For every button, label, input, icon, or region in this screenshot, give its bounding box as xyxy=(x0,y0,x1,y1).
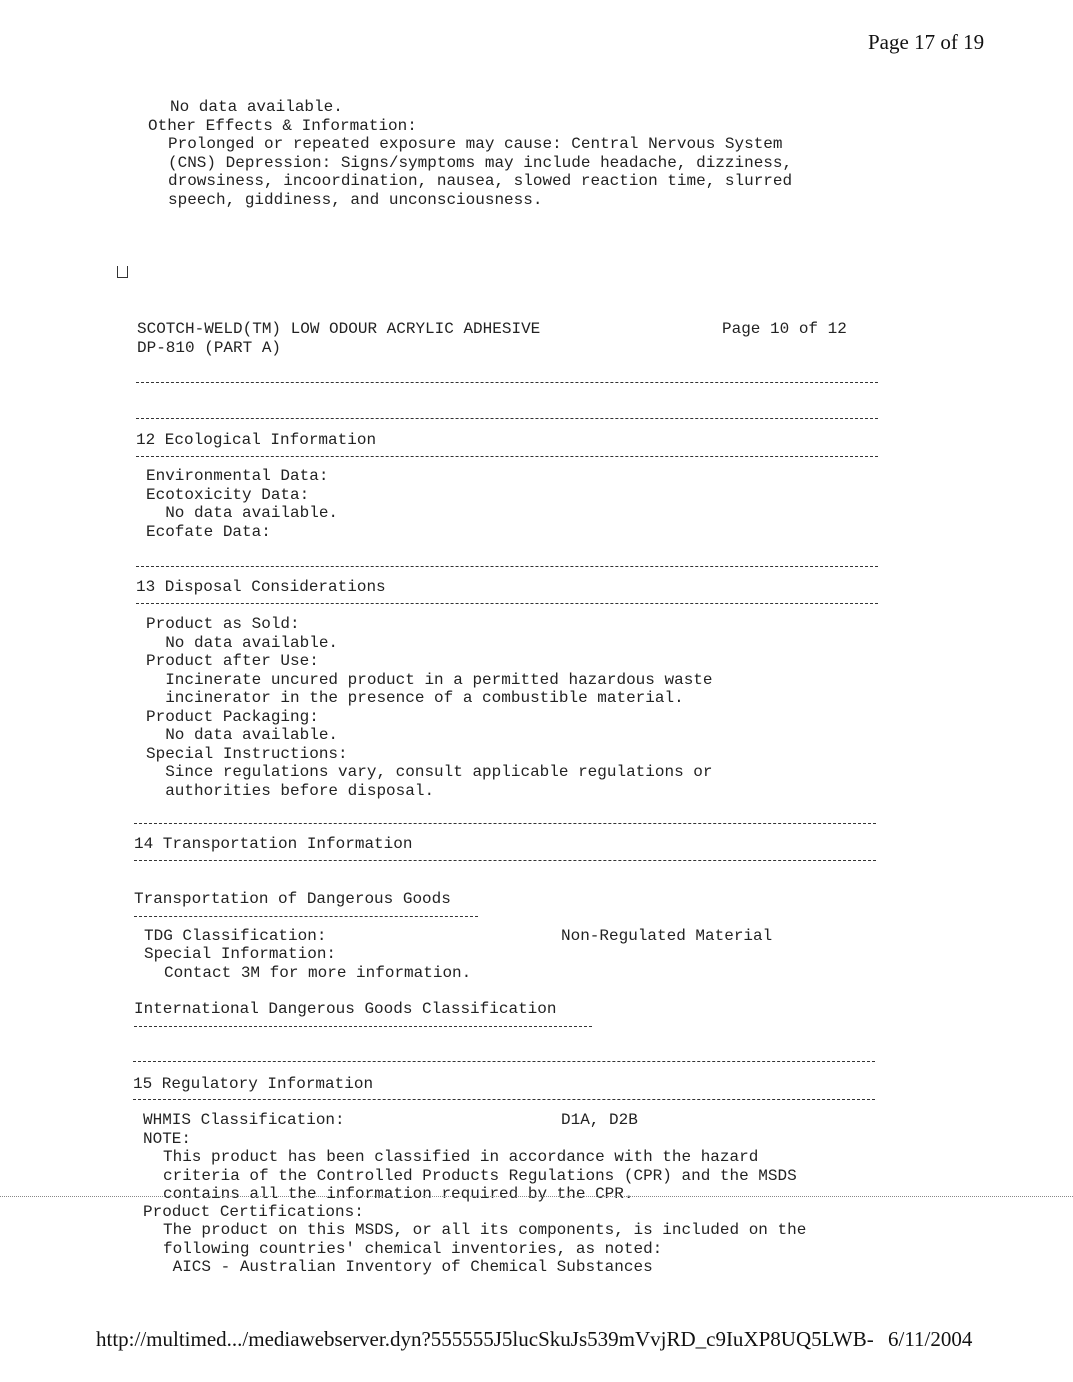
section-15-title: 15 Regulatory Information xyxy=(133,1075,374,1093)
no-data-text: No data available. xyxy=(170,98,343,116)
section-13-body: Product as Sold: No data available. Product after Use: Incinerate uncured product in a permitted hazardous waste incinerator in the presence of a combustible material. Product Packaging: No data available. Special Instructions: Since regulations vary, consult applicable regulations or authorities before disposal. xyxy=(146,615,713,800)
footer-date: 6/11/2004 xyxy=(888,1327,973,1351)
section-12-body: Environmental Data: Ecotoxicity Data: No data available. Ecofate Data: xyxy=(146,467,339,541)
footer-url: http://multimed.../mediawebserver.dyn?555555J5lucSkuJs539mVvjRD_c9IuXP8UQ5LWB- xyxy=(96,1327,874,1351)
special-info-label: Special Information: xyxy=(144,945,337,963)
product-part: DP-810 (PART A) xyxy=(137,339,282,357)
certifications-label: Product Certifications: xyxy=(143,1203,364,1221)
section-12-title: 12 Ecological Information xyxy=(136,431,377,449)
whmis-value: D1A, D2B xyxy=(561,1111,638,1129)
page-number: Page 17 of 19 xyxy=(868,30,985,54)
scan-fold-line xyxy=(0,1196,1073,1197)
checkbox-mark xyxy=(117,266,128,278)
special-info-text: Contact 3M for more information. xyxy=(164,964,472,982)
whmis-label: WHMIS Classification: xyxy=(143,1111,345,1129)
heading-underline xyxy=(134,1026,592,1027)
note-label: NOTE: xyxy=(143,1130,192,1148)
note-text: This product has been classified in accordance with the hazard criteria of the Controlled Products Regulations (CPR) and the MSDS contains all the information required by the CPR. xyxy=(163,1148,797,1203)
certifications-text: The product on this MSDS, or all its components, is included on the following countries' chemical inventories, as noted: AICS - Australian Inventory of Chemical Substances xyxy=(163,1221,807,1276)
section-14-title: 14 Transportation Information xyxy=(134,835,413,853)
divider xyxy=(134,860,876,861)
inner-page-ref: Page 10 of 12 xyxy=(722,320,847,338)
heading-underline xyxy=(134,916,478,917)
tdg-label: TDG Classification: xyxy=(144,927,327,945)
divider xyxy=(136,456,878,457)
section-13-title: 13 Disposal Considerations xyxy=(136,578,386,596)
divider xyxy=(133,1099,875,1100)
divider xyxy=(134,823,876,824)
other-effects-text: Prolonged or repeated exposure may cause: Central Nervous System (CNS) Depression: Signs/symptoms may include headache, dizziness, drowsiness, incoordination, nausea, slowed reaction time, slurred speech, giddiness, and unconsciousness. xyxy=(168,135,793,209)
divider xyxy=(136,603,878,604)
divider xyxy=(136,382,878,383)
divider xyxy=(136,418,878,419)
other-effects-label: Other Effects & Information: xyxy=(148,117,417,135)
product-name: SCOTCH-WELD(TM) LOW ODOUR ACRYLIC ADHESIVE xyxy=(137,320,541,338)
tdg-heading: Transportation of Dangerous Goods xyxy=(134,890,451,908)
tdg-value: Non-Regulated Material xyxy=(561,927,773,945)
divider xyxy=(133,1061,875,1062)
divider xyxy=(136,566,878,567)
intl-heading: International Dangerous Goods Classification xyxy=(134,1000,557,1018)
